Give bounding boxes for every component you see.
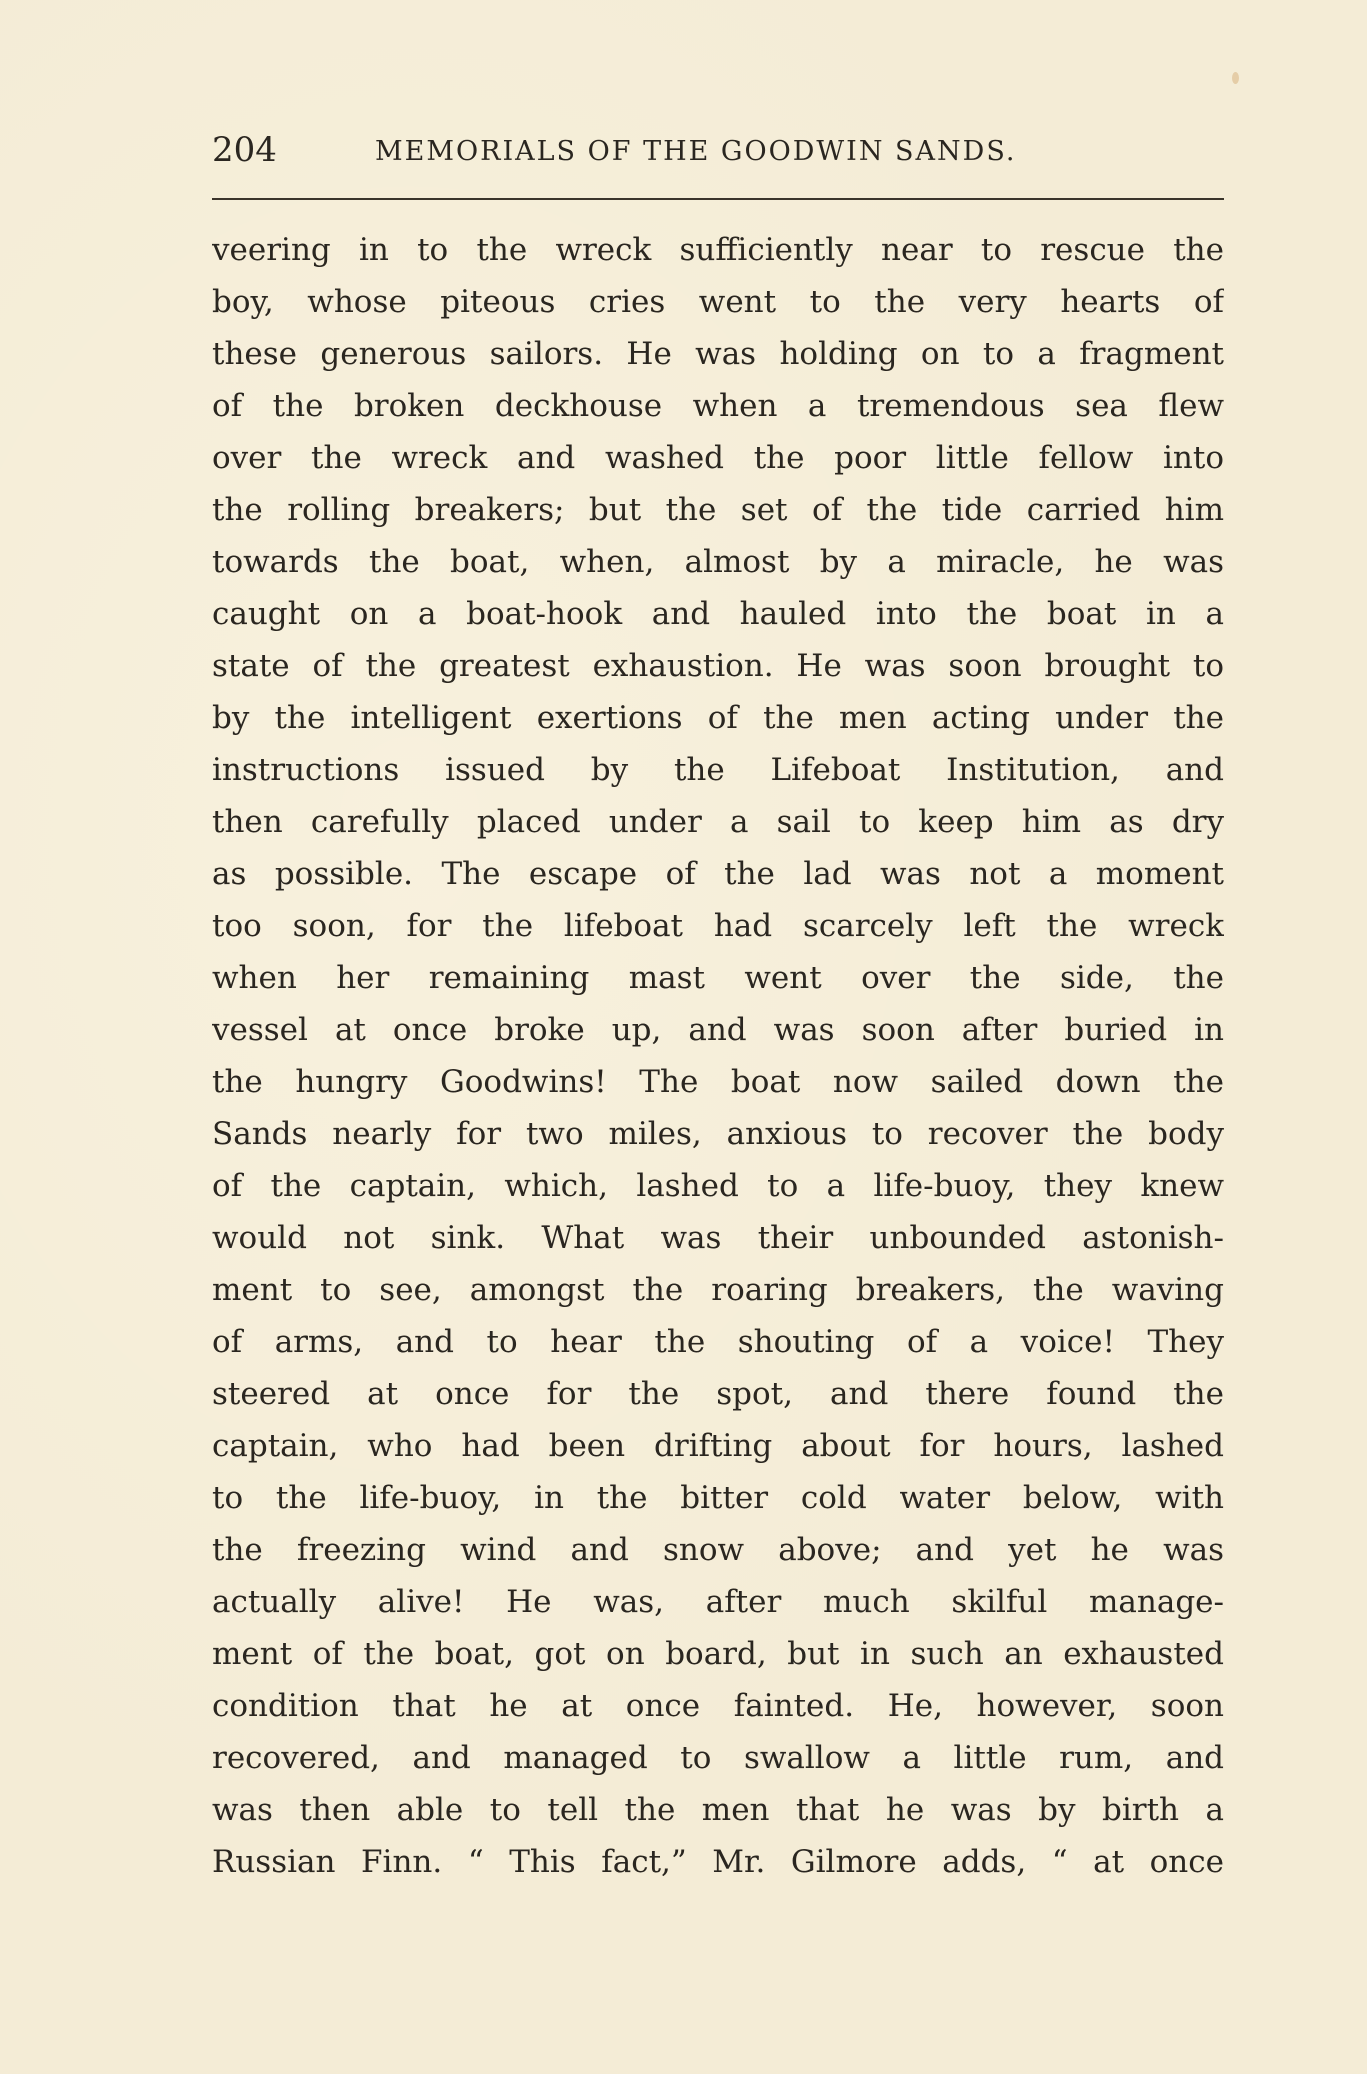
text-line: vessel at once broke up, and was soon after buried in — [212, 1012, 1224, 1048]
text-line: ment of the boat, got on board, but in such an exhausted — [212, 1636, 1224, 1672]
text-line: these generous sailors. He was holding on to a fragment — [212, 336, 1224, 372]
text-line: condition that he at once fainted. He, however, soon — [212, 1688, 1224, 1724]
page-number: 204 — [212, 130, 277, 170]
text-line: Russian Finn. “ This fact,” Mr. Gilmore adds, “ at once — [212, 1844, 1224, 1880]
text-line: recovered, and managed to swallow a little rum, and — [212, 1740, 1224, 1776]
text-line: when her remaining mast went over the side, the — [212, 960, 1224, 996]
text-line: boy, whose piteous cries went to the very hearts of — [212, 284, 1224, 320]
text-line: then carefully placed under a sail to keep him as dry — [212, 804, 1224, 840]
text-line: the rolling breakers; but the set of the tide carried him — [212, 492, 1224, 528]
text-line: too soon, for the lifeboat had scarcely left the wreck — [212, 908, 1224, 944]
paper-stain — [1232, 72, 1239, 84]
text-line: instructions issued by the Lifeboat Institution, and — [212, 752, 1224, 788]
text-line: captain, who had been drifting about for hours, lashed — [212, 1428, 1224, 1464]
text-line: steered at once for the spot, and there found the — [212, 1376, 1224, 1412]
text-line: of arms, and to hear the shouting of a voice! They — [212, 1324, 1224, 1360]
text-line: of the broken deckhouse when a tremendous sea flew — [212, 388, 1224, 424]
text-line: caught on a boat-hook and hauled into the boat in a — [212, 596, 1224, 632]
text-line: of the captain, which, lashed to a life-buoy, they knew — [212, 1168, 1224, 1204]
text-line: ment to see, amongst the roaring breakers, the waving — [212, 1272, 1224, 1308]
text-line: would not sink. What was their unbounded astonish- — [212, 1220, 1224, 1256]
text-line: over the wreck and washed the poor little fellow into — [212, 440, 1224, 476]
body-text — [212, 224, 1224, 1888]
text-line: by the intelligent exertions of the men acting under the — [212, 700, 1224, 736]
text-line: the hungry Goodwins! The boat now sailed down the — [212, 1064, 1224, 1100]
text-line: towards the boat, when, almost by a miracle, he was — [212, 544, 1224, 580]
header-rule — [212, 198, 1224, 200]
text-line: Sands nearly for two miles, anxious to recover the body — [212, 1116, 1224, 1152]
text-line: state of the greatest exhaustion. He was soon brought to — [212, 648, 1224, 684]
text-line: to the life-buoy, in the bitter cold water below, with — [212, 1480, 1224, 1516]
text-line: as possible. The escape of the lad was not a moment — [212, 856, 1224, 892]
text-line: actually alive! He was, after much skilful manage- — [212, 1584, 1224, 1620]
page-header — [212, 130, 1224, 190]
text-line: was then able to tell the men that he was by birth a — [212, 1792, 1224, 1828]
running-title: MEMORIALS OF THE GOODWIN SANDS. — [375, 136, 1017, 167]
text-line: veering in to the wreck sufficiently near to rescue the — [212, 232, 1224, 268]
text-line: the freezing wind and snow above; and yet he was — [212, 1532, 1224, 1568]
